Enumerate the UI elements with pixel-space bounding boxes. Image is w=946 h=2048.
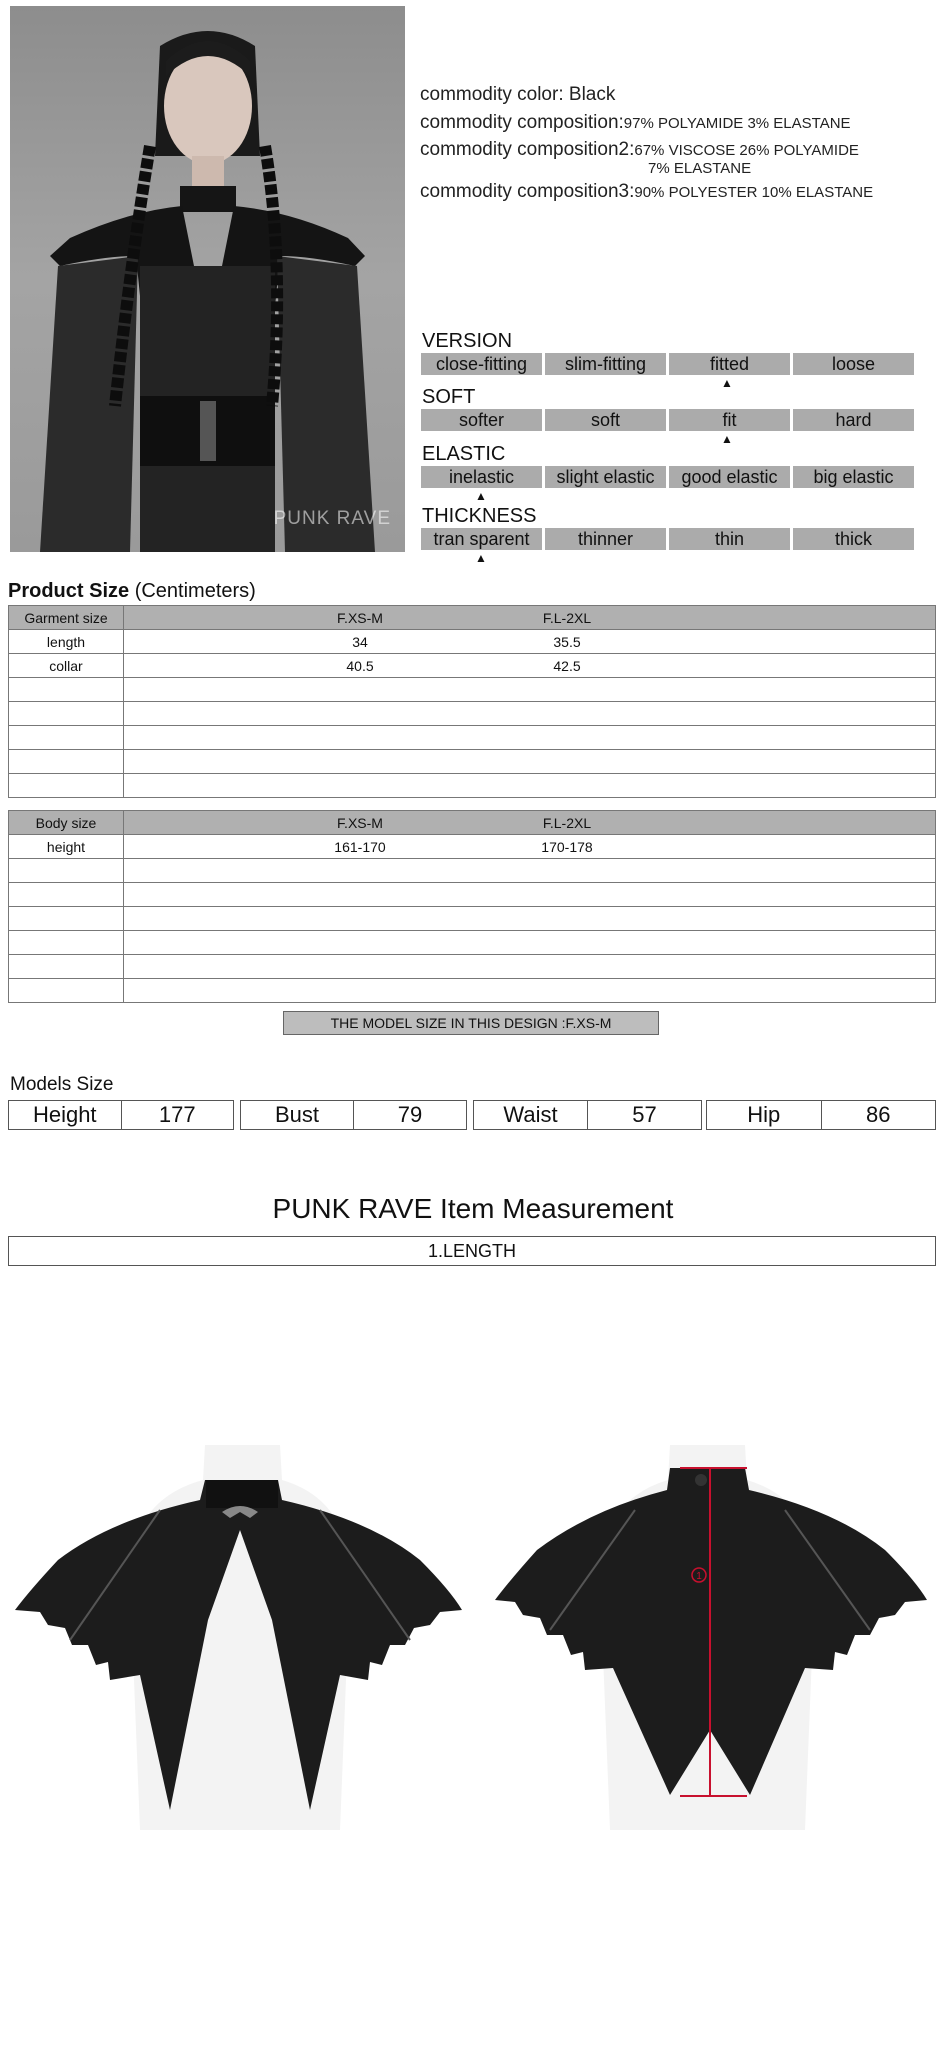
elastic-bar [421, 466, 914, 488]
table-header-row [9, 606, 936, 630]
model-photo [10, 6, 405, 552]
model-waist-label: Waist [474, 1101, 588, 1129]
model-size-note: THE MODEL SIZE IN THIS DESIGN :F.XS-M [283, 1011, 659, 1035]
size-header: F.XS-M [337, 609, 383, 626]
elastic-option: good elastic [669, 466, 790, 488]
model-bust-label: Bust [241, 1101, 354, 1129]
elastic-title: ELASTIC [422, 443, 506, 465]
composition2-value-line2: 7% ELASTANE [648, 160, 752, 177]
body-size-header: Body size [9, 811, 124, 835]
composition1-label: commodity composition: [420, 112, 624, 133]
commodity-composition2 [420, 139, 859, 161]
soft-bar [421, 409, 914, 431]
thickness-option: thick [793, 528, 914, 550]
cell-value: 161-170 [334, 838, 386, 855]
version-bar [421, 353, 914, 375]
size-header: F.XS-M [337, 814, 383, 831]
table-row [9, 979, 936, 1003]
table-row [9, 931, 936, 955]
soft-option: soft [545, 409, 666, 431]
brand-watermark: PUNK RAVE [273, 508, 391, 529]
composition2-label: commodity composition2: [420, 139, 635, 160]
table-row [9, 750, 936, 774]
thickness-marker: ▲ [475, 551, 487, 565]
soft-option: fit [669, 409, 790, 431]
version-option: loose [793, 353, 914, 375]
elastic-option: big elastic [793, 466, 914, 488]
model-waist [473, 1100, 702, 1130]
size-header: F.L-2XL [542, 814, 592, 831]
model-bust [240, 1100, 467, 1130]
elastic-marker: ▲ [475, 489, 487, 503]
composition3-label: commodity composition3: [420, 181, 635, 202]
table-row [9, 883, 936, 907]
product-size-unit: (Centimeters) [134, 580, 256, 602]
table-row [9, 726, 936, 750]
model-height-value: 177 [158, 1102, 196, 1127]
measurement-title: PUNK RAVE Item Measurement [272, 1193, 674, 1224]
model-hip-label: Hip [707, 1101, 822, 1129]
version-marker: ▲ [721, 376, 733, 390]
thickness-option: thinner [545, 528, 666, 550]
commodity-color-value: Black [568, 84, 616, 105]
model-bust-value: 79 [397, 1102, 423, 1127]
commodity-color [420, 84, 615, 106]
elastic-option: slight elastic [545, 466, 666, 488]
thickness-title: THICKNESS [422, 505, 537, 527]
body-size-table [8, 810, 936, 1003]
row-label: collar [9, 654, 124, 678]
garment-size-header: Garment size [9, 606, 124, 630]
table-row [9, 955, 936, 979]
cell-value: 170-178 [541, 838, 593, 855]
commodity-composition3 [420, 181, 873, 203]
model-hip [706, 1100, 936, 1130]
commodity-color-label: commodity color: [420, 84, 564, 105]
table-row [9, 859, 936, 883]
elastic-option: inelastic [421, 466, 542, 488]
commodity-composition [420, 112, 851, 134]
model-height-label: Height [9, 1101, 122, 1129]
model-height [8, 1100, 234, 1130]
measure-marker-number: 1 [696, 1571, 702, 1582]
thickness-option: thin [669, 528, 790, 550]
table-row [9, 702, 936, 726]
product-size-title-bold: Product Size [8, 580, 130, 602]
model-waist-value: 57 [632, 1102, 657, 1127]
soft-marker: ▲ [721, 432, 733, 446]
model-hip-value: 86 [866, 1102, 891, 1127]
row-label: height [9, 835, 124, 859]
cell-value: 40.5 [346, 657, 374, 674]
cell-value: 34 [352, 633, 368, 650]
soft-option: hard [793, 409, 914, 431]
composition3-value: 90% POLYESTER 10% ELASTANE [634, 184, 874, 201]
table-row [9, 678, 936, 702]
version-option: close-fitting [421, 353, 542, 375]
garment-front-illustration [10, 1440, 470, 1830]
version-title: VERSION [422, 330, 513, 352]
table-row [9, 835, 936, 859]
table-row [9, 907, 936, 931]
cell-value: 42.5 [553, 657, 581, 674]
models-size-title: Models Size [10, 1074, 114, 1095]
size-header: F.L-2XL [542, 609, 592, 626]
version-option: fitted [669, 353, 790, 375]
soft-title: SOFT [422, 386, 476, 408]
cell-value: 35.5 [553, 633, 581, 650]
measurement-length-item: 1.LENGTH [8, 1236, 936, 1266]
table-row [9, 774, 936, 798]
table-header-row [9, 811, 936, 835]
garment-back-illustration [495, 1440, 935, 1830]
composition2-value-line1: 67% VISCOSE 26% POLYAMIDE [634, 142, 859, 159]
model-illustration [10, 6, 405, 552]
thickness-option: tran sparent [421, 528, 542, 550]
garment-size-table [8, 605, 936, 798]
product-size-title [8, 580, 256, 603]
table-row [9, 654, 936, 678]
row-label: length [9, 630, 124, 654]
soft-option: softer [421, 409, 542, 431]
version-option: slim-fitting [545, 353, 666, 375]
composition1-value: 97% POLYAMIDE 3% ELASTANE [623, 115, 851, 132]
thickness-bar [421, 528, 914, 550]
table-row [9, 630, 936, 654]
